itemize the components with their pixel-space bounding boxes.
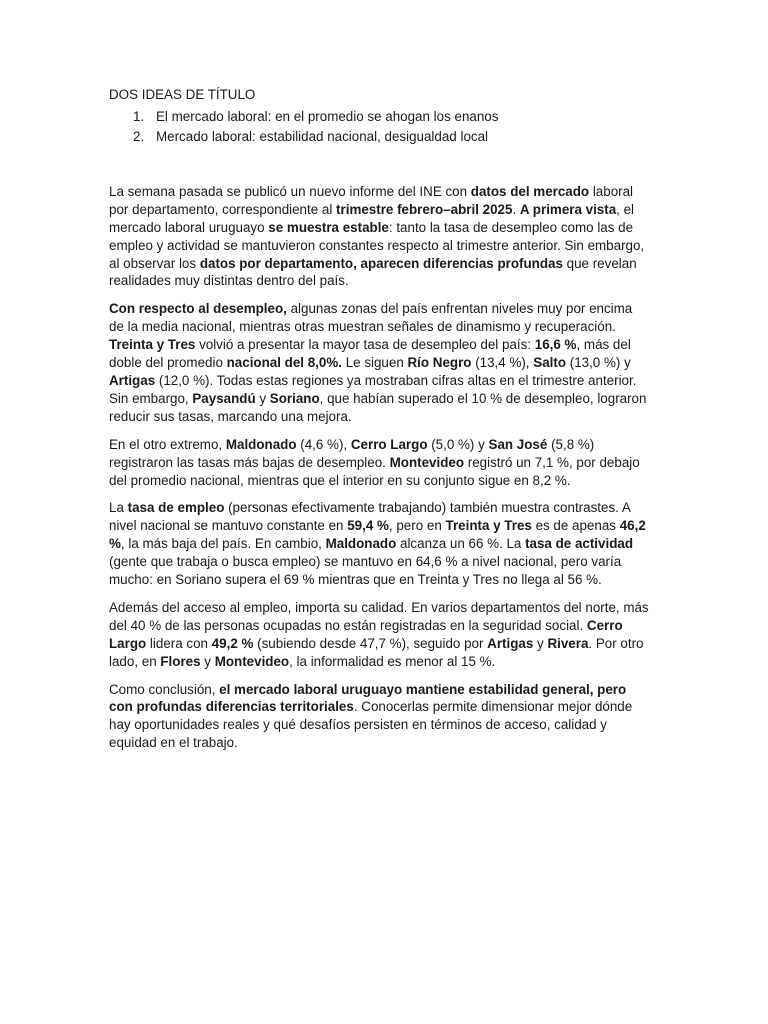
text-run: que revelan realidades muy distintas dentro del país. <box>109 255 637 289</box>
text-run: y <box>533 635 548 651</box>
text-run: . <box>512 201 520 217</box>
title-idea-text: El mercado laboral: en el promedio se ahogan los enanos <box>156 108 499 124</box>
paragraph-conclusion <box>109 681 649 753</box>
text-run: registró un 7,1 %, por debajo del promedio nacional, mientras que el interior en su conjunto sigue en 8,2 %. <box>109 454 640 488</box>
text-run: alcanza un 66 %. La <box>396 536 526 552</box>
text-run: (13,4 %), <box>471 355 534 371</box>
text-run: . Por otro lado, en <box>109 635 644 669</box>
text-run: y <box>200 653 215 669</box>
bold-text-run: San José <box>488 436 548 452</box>
text-run: La semana pasada se publicó un nuevo informe del INE con <box>109 183 471 199</box>
text-run: (4,6 %), <box>296 436 351 452</box>
text-run: algunas zonas del país enfrentan niveles muy por encima de la media nacional, mientras otras muestran señales de dinamismo y recuperación. <box>109 301 633 335</box>
title-idea-number: 2. <box>133 128 145 144</box>
text-run: (5,8 %) registraron las tasas más bajas de desempleo. <box>109 436 595 470</box>
text-run: , pero en <box>388 518 446 534</box>
bold-text-run: Salto <box>533 355 567 371</box>
text-run: (12,0 %). Todas estas regiones ya mostraban cifras altas en el trimestre anterior. Sin embargo, <box>109 372 637 406</box>
bold-text-run: 59,4 % <box>347 518 389 534</box>
text-run: laboral por departamento, correspondiente al <box>109 183 634 217</box>
title-ideas-list <box>109 108 649 148</box>
text-run: . Conocerlas permite dimensionar mejor dónde hay oportunidades reales y qué desafíos persisten en términos de acceso, calidad y equidad en el trabajo. <box>109 699 633 751</box>
bold-text-run: Maldonado <box>325 536 397 552</box>
bold-text-run: Río Negro <box>407 355 472 371</box>
paragraph-unemployment-high <box>109 300 649 425</box>
text-run: Además del acceso al empleo, importa su calidad. En varios departamentos del norte, más del 40 % de las personas ocupadas no están registradas en la seguridad social. <box>109 599 649 633</box>
bold-text-run: Artigas <box>109 372 156 388</box>
paragraph-unemployment-low <box>109 436 649 490</box>
bold-text-run: 49,2 % <box>211 635 254 651</box>
bold-text-run: Montevideo <box>214 653 290 669</box>
bold-text-run: Treinta y Tres <box>445 518 532 534</box>
bold-text-run: Flores <box>160 653 201 669</box>
bold-text-run: Treinta y Tres <box>109 337 196 353</box>
document-page <box>109 86 649 762</box>
text-run: volvió a presentar la mayor tasa de desempleo del país: <box>195 337 535 353</box>
paragraph-employment-rate <box>109 499 649 589</box>
text-run: , el mercado laboral uruguayo <box>109 201 635 235</box>
bold-text-run: Rivera <box>547 635 589 651</box>
paragraph-informality <box>109 599 649 671</box>
text-run: La <box>109 500 128 516</box>
bold-text-run: Con respecto al desempleo, <box>109 301 287 317</box>
text-run: , la más baja del país. En cambio, <box>120 536 326 552</box>
text-run: Le siguen <box>341 355 408 371</box>
text-run: (5,0 %) y <box>427 436 489 452</box>
text-run: (13,0 %) y <box>566 355 631 371</box>
text-run: Como conclusión, <box>109 681 220 697</box>
text-run: (gente que trabaja o busca empleo) se mantuvo en 64,6 % a nivel nacional, pero varía mucho: en Soriano supera el 69 % mientras que en Treinta y Tres no llega al 56 %. <box>109 554 622 588</box>
text-run: , que habían superado el 10 % de desempleo, lograron reducir sus tasas, marcando una mejora. <box>109 390 647 424</box>
article-body <box>109 183 649 752</box>
bold-text-run: Cerro Largo <box>350 436 428 452</box>
text-run: y <box>255 390 270 406</box>
bold-text-run: tasa de actividad <box>525 536 633 552</box>
bold-text-run: Cerro Largo <box>109 617 623 651</box>
title-idea-text: Mercado laboral: estabilidad nacional, desigualdad local <box>156 128 489 144</box>
bold-text-run: se muestra estable <box>268 219 389 235</box>
bold-text-run: 46,2 % <box>109 518 646 552</box>
document-heading: DOS IDEAS DE TÍTULO <box>109 87 256 102</box>
text-run: , más del doble del promedio <box>109 337 631 371</box>
bold-text-run: tasa de empleo <box>127 500 225 516</box>
text-run: En el otro extremo, <box>109 436 226 452</box>
text-run: , la informalidad es menor al 15 %. <box>289 653 496 669</box>
bold-text-run: Soriano <box>269 390 320 406</box>
paragraph-intro <box>109 183 649 290</box>
bold-text-run: 16,6 % <box>534 337 577 353</box>
text-run: (subiendo desde 47,7 %), seguido por <box>253 635 488 651</box>
text-run: : tanto la tasa de desempleo como las de empleo y actividad se mantuvieron constantes respecto al trimestre anterior. Sin embargo, al observar los <box>109 219 645 271</box>
text-run: (personas efectivamente trabajando) también muestra contrastes. A nivel nacional se mantuvo constante en <box>109 500 631 534</box>
text-run: es de apenas <box>531 518 620 534</box>
bold-text-run: nacional del 8,0%. <box>226 355 342 371</box>
text-run: lidera con <box>146 635 212 651</box>
bold-text-run: Artigas <box>487 635 534 651</box>
title-idea-item <box>109 128 649 148</box>
bold-text-run: Paysandú <box>192 390 256 406</box>
bold-text-run: trimestre febrero–abril 2025 <box>336 201 513 217</box>
bold-text-run: Maldonado <box>225 436 297 452</box>
title-idea-item <box>109 108 649 128</box>
bold-text-run: el mercado laboral uruguayo mantiene estabilidad general, pero con profundas diferencias territoriales <box>109 681 627 715</box>
bold-text-run: Montevideo <box>389 454 465 470</box>
bold-text-run: A primera vista <box>519 201 617 217</box>
bold-text-run: datos del mercado <box>470 183 590 199</box>
title-idea-number: 1. <box>133 108 145 124</box>
bold-text-run: datos por departamento, aparecen diferencias profundas <box>199 255 563 271</box>
